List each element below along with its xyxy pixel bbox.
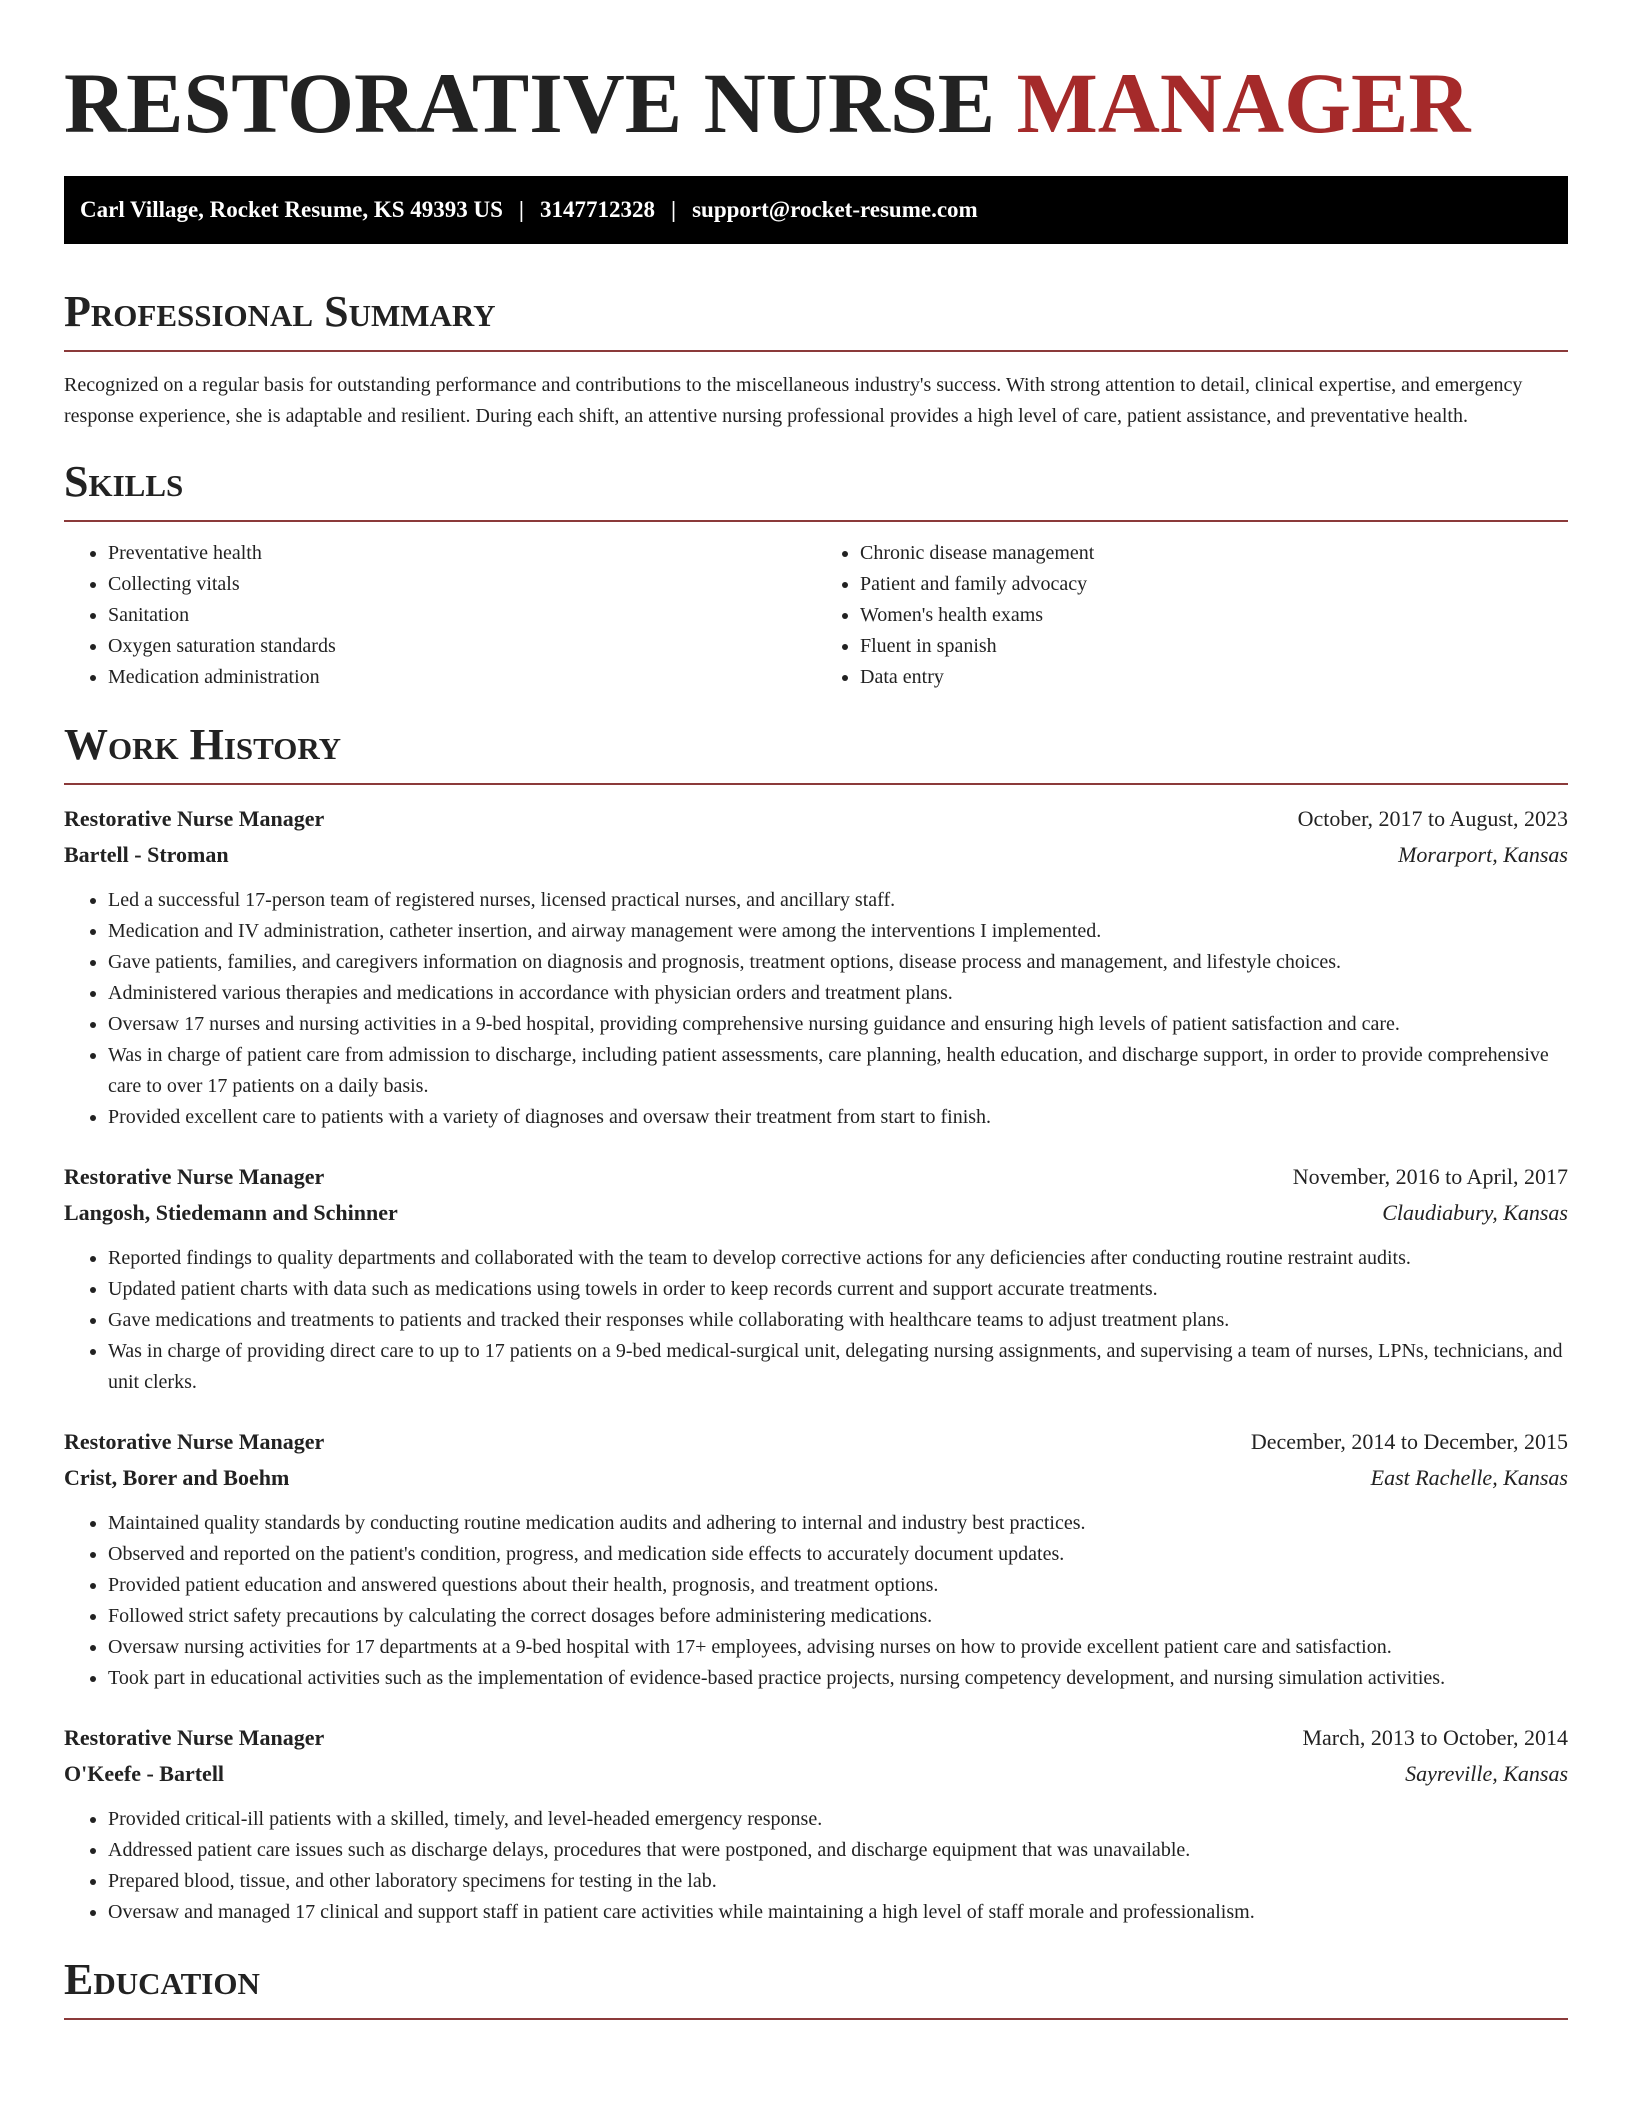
contact-bar [64,176,1568,244]
education-heading: Education [64,1955,260,2004]
skill-item: • Oxygen saturation standards [108,631,816,662]
skill-item: • Medication administration [108,662,816,693]
skill-item: • Data entry [860,662,1568,693]
work-history-section [64,721,1568,1928]
job-company: Crist, Borer and Boehm [64,1465,290,1490]
job-bullet: • Observed and reported on the patient's condition, progress, and medication side effects to accurately document updates. [108,1539,1568,1570]
job-title: Restorative Nurse Manager [64,1725,325,1750]
job-location: Sayreville, Kansas [1405,1761,1568,1786]
title-main: RESTORATIVE NURSE [64,55,996,151]
job-bullet: • Oversaw 17 nurses and nursing activities in a 9-bed hospital, providing comprehensive nursing guidance and ensuring high levels of patient satisfaction and care. [108,1009,1568,1040]
job-bullet: • Provided excellent care to patients with a variety of diagnoses and oversaw their treatment from start to finish. [108,1102,1568,1133]
skill-item: • Chronic disease management [860,538,1568,569]
job-location: Claudiabury, Kansas [1382,1200,1568,1225]
job-bullet: • Gave medications and treatments to patients and tracked their responses while collaborating with healthcare teams to adjust treatment plans. [108,1305,1568,1336]
contact-email: support@rocket-resume.com [692,197,978,222]
job-dates: March, 2013 to October, 2014 [1302,1725,1568,1750]
job-bullet: • Followed strict safety precautions by calculating the correct dosages before administering medications. [108,1601,1568,1632]
contact-separator: | [671,197,677,222]
job-dates: December, 2014 to December, 2015 [1250,1429,1568,1454]
job-bullet: • Prepared blood, tissue, and other laboratory specimens for testing in the lab. [108,1866,1568,1897]
job-company: Bartell - Stroman [64,842,229,867]
job-company: O'Keefe - Bartell [64,1761,225,1786]
job-header-row [64,1720,1568,1756]
section-divider [64,520,1568,522]
contact-address: Carl Village, Rocket Resume, KS 49393 US [80,197,503,222]
work-history-heading: Work History [64,720,342,769]
job-header-row [64,801,1568,837]
job-bullet: • Provided critical-ill patients with a skilled, timely, and level-headed emergency response. [108,1804,1568,1835]
skills-section [64,458,1568,693]
job-dates: November, 2016 to April, 2017 [1292,1164,1568,1189]
skills-list-right [816,538,1568,693]
job-bullets [64,1508,1568,1694]
job-bullet: • Reported findings to quality departments and collaborated with the team to develop corrective actions for any deficiencies after conducting routine restraint audits. [108,1243,1568,1274]
job-bullet: • Was in charge of providing direct care to up to 17 patients on a 9-bed medical-surgical unit, delegating nursing assignments, and supervising a team of nurses, LPNs, technicians, and unit clerks. [108,1336,1568,1398]
job-entry [64,1159,1568,1398]
job-entry [64,1424,1568,1694]
skill-item: • Women's health exams [860,600,1568,631]
job-bullet: • Maintained quality standards by conducting routine medication audits and adhering to internal and industry best practices. [108,1508,1568,1539]
skill-item: • Fluent in spanish [860,631,1568,662]
skills-columns [64,538,1568,693]
education-section [64,1956,1568,2020]
skills-heading: Skills [64,457,184,506]
job-subheader-row [64,1460,1568,1496]
job-location: East Rachelle, Kansas [1370,1465,1568,1490]
job-subheader-row [64,837,1568,873]
skills-list-left [64,538,816,693]
job-title: Restorative Nurse Manager [64,1429,325,1454]
contact-separator: | [518,197,524,222]
summary-section [64,288,1568,432]
skill-item: • Preventative health [108,538,816,569]
job-bullet: • Medication and IV administration, catheter insertion, and airway management were among the interventions I implemented. [108,916,1568,947]
job-bullet: • Updated patient charts with data such as medications using towels in order to keep records current and support accurate treatments. [108,1274,1568,1305]
job-bullet: • Provided patient education and answered questions about their health, prognosis, and treatment options. [108,1570,1568,1601]
job-bullet: • Gave patients, families, and caregivers information on diagnosis and prognosis, treatment options, disease process and management, and lifestyle choices. [108,947,1568,978]
skill-item: • Patient and family advocacy [860,569,1568,600]
job-company: Langosh, Stiedemann and Schinner [64,1200,398,1225]
job-bullets [64,1243,1568,1398]
job-subheader-row [64,1756,1568,1792]
job-bullets [64,885,1568,1133]
summary-heading: Professional Summary [64,287,496,336]
contact-phone: 3147712328 [540,197,655,222]
job-bullet: • Oversaw and managed 17 clinical and support staff in patient care activities while maintaining a high level of staff morale and professionalism. [108,1897,1568,1928]
job-bullet: • Led a successful 17-person team of registered nurses, licensed practical nurses, and ancillary staff. [108,885,1568,916]
skill-item: • Collecting vitals [108,569,816,600]
job-title: Restorative Nurse Manager [64,806,325,831]
job-bullet: • Took part in educational activities such as the implementation of evidence-based practice projects, nursing competency development, and nursing simulation activities. [108,1663,1568,1694]
section-divider [64,2018,1568,2020]
title-accent: MANAGER [1016,55,1471,151]
job-bullet: • Was in charge of patient care from admission to discharge, including patient assessments, care planning, health education, and discharge support, in order to provide comprehensive care to over 17 patients on a daily basis. [108,1040,1568,1102]
job-entry [64,801,1568,1133]
skill-item: • Sanitation [108,600,816,631]
job-bullet: • Oversaw nursing activities for 17 departments at a 9-bed hospital with 17+ employees, advising nurses on how to provide excellent patient care and satisfaction. [108,1632,1568,1663]
section-divider [64,783,1568,785]
summary-text: Recognized on a regular basis for outstanding performance and contributions to the miscellaneous industry's success. With strong attention to detail, clinical expertise, and emergency response experience, she is adaptable and resilient. During each shift, an attentive nursing professional provides a high level of care, patient assistance, and preventative health. [64,374,1523,427]
job-location: Morarport, Kansas [1398,842,1568,867]
job-header-row [64,1424,1568,1460]
job-entry [64,1720,1568,1928]
resume-title [64,0,1568,174]
job-title: Restorative Nurse Manager [64,1164,325,1189]
section-divider [64,350,1568,352]
job-dates: October, 2017 to August, 2023 [1297,806,1568,831]
job-bullet: • Addressed patient care issues such as discharge delays, procedures that were postponed, and discharge equipment that was unavailable. [108,1835,1568,1866]
job-bullet: • Administered various therapies and medications in accordance with physician orders and treatment plans. [108,978,1568,1009]
job-bullets [64,1804,1568,1928]
job-header-row [64,1159,1568,1195]
job-subheader-row [64,1195,1568,1231]
